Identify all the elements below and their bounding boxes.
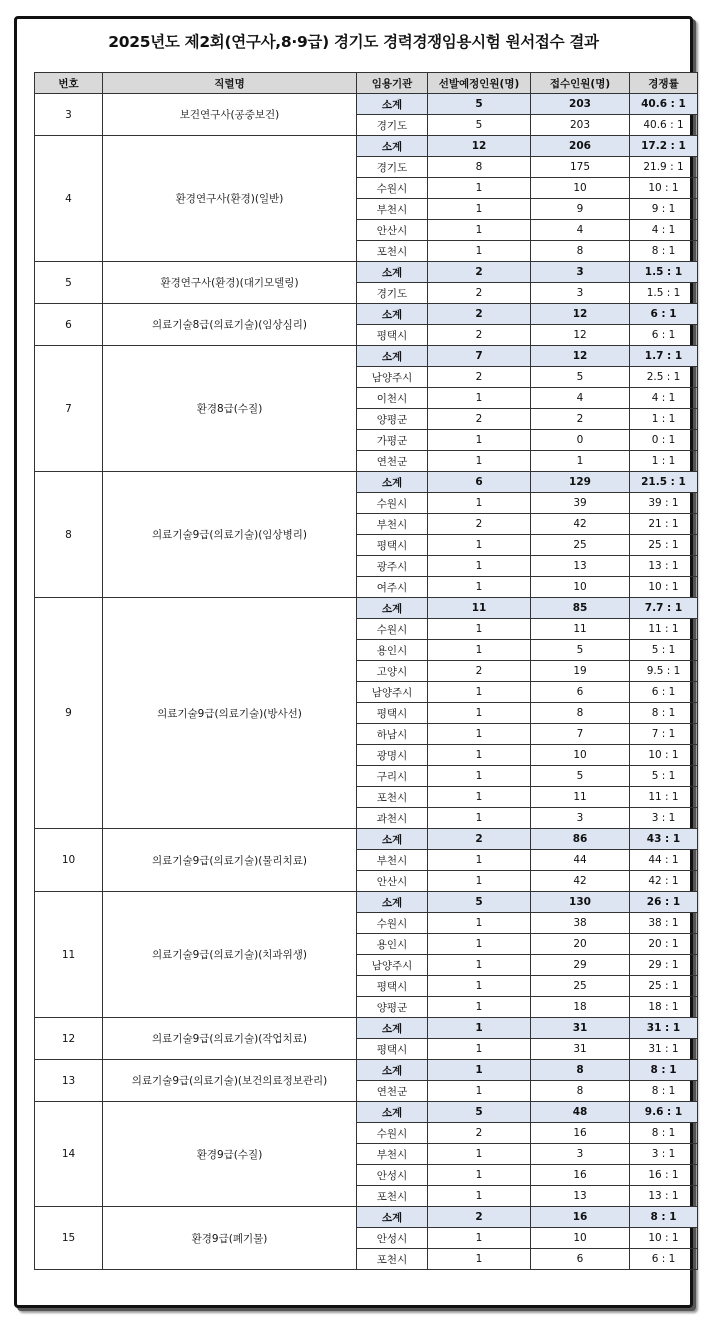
ratio-cell: 42 : 1: [630, 871, 698, 892]
agency-cell: 포천시: [357, 787, 428, 808]
agency-cell: 부천시: [357, 1144, 428, 1165]
subtotal-planned-cell: 12: [428, 136, 531, 157]
ratio-cell: 8 : 1: [630, 241, 698, 262]
subtotal-agency-cell: 소계: [357, 1018, 428, 1039]
job-title-cell: 의료기술9급(의료기술)(방사선): [103, 598, 357, 829]
subtotal-ratio-cell: 26 : 1: [630, 892, 698, 913]
ratio-cell: 10 : 1: [630, 178, 698, 199]
agency-cell: 하남시: [357, 724, 428, 745]
agency-cell: 안산시: [357, 220, 428, 241]
applicants-cell: 10: [531, 745, 630, 766]
ratio-cell: 40.6 : 1: [630, 115, 698, 136]
applicants-cell: 5: [531, 640, 630, 661]
agency-cell: 남양주시: [357, 682, 428, 703]
subtotal-planned-cell: 2: [428, 829, 531, 850]
ratio-cell: 11 : 1: [630, 619, 698, 640]
applicants-cell: 13: [531, 1186, 630, 1207]
applicants-cell: 42: [531, 514, 630, 535]
ratio-cell: 25 : 1: [630, 976, 698, 997]
agency-cell: 포천시: [357, 1249, 428, 1270]
agency-cell: 수원시: [357, 619, 428, 640]
applicants-cell: 3: [531, 283, 630, 304]
subtotal-agency-cell: 소계: [357, 472, 428, 493]
applicants-cell: 9: [531, 199, 630, 220]
ratio-cell: 4 : 1: [630, 220, 698, 241]
applicants-cell: 4: [531, 388, 630, 409]
applicants-cell: 8: [531, 241, 630, 262]
agency-cell: 과천시: [357, 808, 428, 829]
subtotal-agency-cell: 소계: [357, 346, 428, 367]
ratio-cell: 5 : 1: [630, 766, 698, 787]
agency-cell: 고양시: [357, 661, 428, 682]
subtotal-agency-cell: 소계: [357, 1102, 428, 1123]
number-cell: 12: [35, 1018, 103, 1060]
agency-cell: 광명시: [357, 745, 428, 766]
applicants-cell: 38: [531, 913, 630, 934]
ratio-cell: 39 : 1: [630, 493, 698, 514]
planned-cell: 1: [428, 997, 531, 1018]
subtotal-agency-cell: 소계: [357, 136, 428, 157]
subtotal-applicants-cell: 12: [531, 346, 630, 367]
ratio-cell: 13 : 1: [630, 556, 698, 577]
subtotal-applicants-cell: 8: [531, 1060, 630, 1081]
planned-cell: 1: [428, 1228, 531, 1249]
subtotal-ratio-cell: 43 : 1: [630, 829, 698, 850]
ratio-cell: 1.5 : 1: [630, 283, 698, 304]
table-row: [35, 829, 698, 850]
planned-cell: 2: [428, 661, 531, 682]
planned-cell: 1: [428, 976, 531, 997]
agency-cell: 안성시: [357, 1165, 428, 1186]
planned-cell: 2: [428, 325, 531, 346]
applicants-cell: 16: [531, 1123, 630, 1144]
number-cell: 14: [35, 1102, 103, 1207]
subtotal-planned-cell: 5: [428, 892, 531, 913]
planned-cell: 2: [428, 514, 531, 535]
agency-cell: 부천시: [357, 514, 428, 535]
job-title-cell: 환경9급(수질): [103, 1102, 357, 1207]
ratio-cell: 21 : 1: [630, 514, 698, 535]
planned-cell: 1: [428, 724, 531, 745]
subtotal-applicants-cell: 86: [531, 829, 630, 850]
applicants-cell: 10: [531, 178, 630, 199]
subtotal-agency-cell: 소계: [357, 598, 428, 619]
applicants-cell: 0: [531, 430, 630, 451]
agency-cell: 포천시: [357, 241, 428, 262]
ratio-cell: 6 : 1: [630, 682, 698, 703]
planned-cell: 1: [428, 934, 531, 955]
planned-cell: 1: [428, 766, 531, 787]
applicants-cell: 10: [531, 1228, 630, 1249]
ratio-cell: 7 : 1: [630, 724, 698, 745]
ratio-cell: 10 : 1: [630, 745, 698, 766]
number-cell: 11: [35, 892, 103, 1018]
agency-cell: 포천시: [357, 1186, 428, 1207]
number-cell: 10: [35, 829, 103, 892]
subtotal-ratio-cell: 8 : 1: [630, 1060, 698, 1081]
ratio-cell: 3 : 1: [630, 1144, 698, 1165]
subtotal-ratio-cell: 1.5 : 1: [630, 262, 698, 283]
planned-cell: 1: [428, 1186, 531, 1207]
agency-cell: 안산시: [357, 871, 428, 892]
job-title-cell: 환경9급(폐기물): [103, 1207, 357, 1270]
subtotal-applicants-cell: 16: [531, 1207, 630, 1228]
applicants-cell: 20: [531, 934, 630, 955]
table-row: [35, 1018, 698, 1039]
number-cell: 9: [35, 598, 103, 829]
number-cell: 15: [35, 1207, 103, 1270]
planned-cell: 1: [428, 241, 531, 262]
ratio-cell: 25 : 1: [630, 535, 698, 556]
agency-cell: 수원시: [357, 913, 428, 934]
ratio-cell: 29 : 1: [630, 955, 698, 976]
number-cell: 6: [35, 304, 103, 346]
planned-cell: 1: [428, 577, 531, 598]
applicants-cell: 175: [531, 157, 630, 178]
subtotal-planned-cell: 2: [428, 1207, 531, 1228]
job-title-cell: 환경8급(수질): [103, 346, 357, 472]
ratio-cell: 16 : 1: [630, 1165, 698, 1186]
planned-cell: 1: [428, 619, 531, 640]
ratio-cell: 3 : 1: [630, 808, 698, 829]
applicants-cell: 31: [531, 1039, 630, 1060]
planned-cell: 8: [428, 157, 531, 178]
agency-cell: 경기도: [357, 157, 428, 178]
agency-cell: 평택시: [357, 976, 428, 997]
job-title-cell: 의료기술9급(의료기술)(물리치료): [103, 829, 357, 892]
job-title-cell: 환경연구사(환경)(일반): [103, 136, 357, 262]
ratio-cell: 13 : 1: [630, 1186, 698, 1207]
job-title-cell: 의료기술9급(의료기술)(치과위생): [103, 892, 357, 1018]
planned-cell: 1: [428, 1249, 531, 1270]
planned-cell: 1: [428, 199, 531, 220]
planned-cell: 1: [428, 808, 531, 829]
applicants-cell: 44: [531, 850, 630, 871]
subtotal-ratio-cell: 7.7 : 1: [630, 598, 698, 619]
planned-cell: 1: [428, 745, 531, 766]
planned-cell: 2: [428, 283, 531, 304]
planned-cell: 1: [428, 535, 531, 556]
planned-cell: 1: [428, 556, 531, 577]
header-row: [35, 73, 698, 94]
ratio-cell: 9 : 1: [630, 199, 698, 220]
subtotal-planned-cell: 2: [428, 304, 531, 325]
applicants-cell: 6: [531, 1249, 630, 1270]
subtotal-ratio-cell: 40.6 : 1: [630, 94, 698, 115]
number-cell: 7: [35, 346, 103, 472]
subtotal-applicants-cell: 129: [531, 472, 630, 493]
applicants-cell: 203: [531, 115, 630, 136]
subtotal-agency-cell: 소계: [357, 1207, 428, 1228]
planned-cell: 1: [428, 787, 531, 808]
agency-cell: 광주시: [357, 556, 428, 577]
ratio-cell: 4 : 1: [630, 388, 698, 409]
header-job-title: 직렬명: [103, 73, 357, 94]
job-title-cell: 의료기술8급(의료기술)(임상심리): [103, 304, 357, 346]
document-title: 2025년도 제2회(연구사,8·9급) 경기도 경력경쟁임용시험 원서접수 결과: [108, 33, 599, 51]
applicants-cell: 10: [531, 577, 630, 598]
agency-cell: 용인시: [357, 640, 428, 661]
header-agency: 임용기관: [357, 73, 428, 94]
agency-cell: 부천시: [357, 850, 428, 871]
ratio-cell: 10 : 1: [630, 1228, 698, 1249]
subtotal-ratio-cell: 21.5 : 1: [630, 472, 698, 493]
number-cell: 4: [35, 136, 103, 262]
agency-cell: 평택시: [357, 1039, 428, 1060]
applicants-cell: 5: [531, 766, 630, 787]
ratio-cell: 20 : 1: [630, 934, 698, 955]
planned-cell: 1: [428, 640, 531, 661]
subtotal-applicants-cell: 3: [531, 262, 630, 283]
subtotal-agency-cell: 소계: [357, 304, 428, 325]
subtotal-ratio-cell: 8 : 1: [630, 1207, 698, 1228]
applicants-cell: 39: [531, 493, 630, 514]
agency-cell: 양평군: [357, 409, 428, 430]
subtotal-ratio-cell: 17.2 : 1: [630, 136, 698, 157]
job-title-cell: 환경연구사(환경)(대기모델링): [103, 262, 357, 304]
agency-cell: 경기도: [357, 115, 428, 136]
table-row: [35, 94, 698, 115]
planned-cell: 1: [428, 388, 531, 409]
applicants-cell: 18: [531, 997, 630, 1018]
subtotal-agency-cell: 소계: [357, 262, 428, 283]
agency-cell: 가평군: [357, 430, 428, 451]
subtotal-applicants-cell: 48: [531, 1102, 630, 1123]
subtotal-applicants-cell: 85: [531, 598, 630, 619]
subtotal-ratio-cell: 9.6 : 1: [630, 1102, 698, 1123]
ratio-cell: 10 : 1: [630, 577, 698, 598]
ratio-cell: 11 : 1: [630, 787, 698, 808]
job-title-cell: 의료기술9급(의료기술)(임상병리): [103, 472, 357, 598]
applicants-cell: 3: [531, 1144, 630, 1165]
ratio-cell: 31 : 1: [630, 1039, 698, 1060]
results-table: [34, 72, 698, 1270]
number-cell: 3: [35, 94, 103, 136]
planned-cell: 1: [428, 1144, 531, 1165]
agency-cell: 평택시: [357, 535, 428, 556]
planned-cell: 1: [428, 955, 531, 976]
agency-cell: 안성시: [357, 1228, 428, 1249]
subtotal-applicants-cell: 12: [531, 304, 630, 325]
planned-cell: 1: [428, 493, 531, 514]
agency-cell: 평택시: [357, 325, 428, 346]
applicants-cell: 8: [531, 703, 630, 724]
applicants-cell: 13: [531, 556, 630, 577]
table-row: [35, 136, 698, 157]
ratio-cell: 5 : 1: [630, 640, 698, 661]
applicants-cell: 7: [531, 724, 630, 745]
agency-cell: 수원시: [357, 493, 428, 514]
agency-cell: 평택시: [357, 703, 428, 724]
planned-cell: 1: [428, 913, 531, 934]
header-ratio: 경쟁률: [630, 73, 698, 94]
ratio-cell: 0 : 1: [630, 430, 698, 451]
subtotal-planned-cell: 2: [428, 262, 531, 283]
ratio-cell: 8 : 1: [630, 703, 698, 724]
planned-cell: 1: [428, 451, 531, 472]
applicants-cell: 16: [531, 1165, 630, 1186]
subtotal-ratio-cell: 1.7 : 1: [630, 346, 698, 367]
applicants-cell: 8: [531, 1081, 630, 1102]
table-row: [35, 598, 698, 619]
ratio-cell: 6 : 1: [630, 325, 698, 346]
subtotal-applicants-cell: 206: [531, 136, 630, 157]
ratio-cell: 2.5 : 1: [630, 367, 698, 388]
planned-cell: 1: [428, 871, 531, 892]
ratio-cell: 8 : 1: [630, 1081, 698, 1102]
subtotal-planned-cell: 1: [428, 1060, 531, 1081]
table-row: [35, 472, 698, 493]
planned-cell: 2: [428, 1123, 531, 1144]
applicants-cell: 3: [531, 808, 630, 829]
subtotal-agency-cell: 소계: [357, 1060, 428, 1081]
job-title-cell: 보건연구사(공중보건): [103, 94, 357, 136]
agency-cell: 구리시: [357, 766, 428, 787]
planned-cell: 5: [428, 115, 531, 136]
subtotal-planned-cell: 1: [428, 1018, 531, 1039]
agency-cell: 이천시: [357, 388, 428, 409]
agency-cell: 용인시: [357, 934, 428, 955]
applicants-cell: 19: [531, 661, 630, 682]
subtotal-applicants-cell: 203: [531, 94, 630, 115]
agency-cell: 양평군: [357, 997, 428, 1018]
applicants-cell: 11: [531, 619, 630, 640]
subtotal-planned-cell: 11: [428, 598, 531, 619]
ratio-cell: 1 : 1: [630, 451, 698, 472]
planned-cell: 1: [428, 703, 531, 724]
applicants-cell: 25: [531, 976, 630, 997]
ratio-cell: 1 : 1: [630, 409, 698, 430]
ratio-cell: 6 : 1: [630, 1249, 698, 1270]
table-row: [35, 262, 698, 283]
subtotal-planned-cell: 5: [428, 1102, 531, 1123]
job-title-cell: 의료기술9급(의료기술)(작업치료): [103, 1018, 357, 1060]
applicants-cell: 42: [531, 871, 630, 892]
number-cell: 8: [35, 472, 103, 598]
applicants-cell: 1: [531, 451, 630, 472]
applicants-cell: 11: [531, 787, 630, 808]
ratio-cell: 9.5 : 1: [630, 661, 698, 682]
table-body: [35, 94, 698, 1270]
planned-cell: 1: [428, 430, 531, 451]
table-row: [35, 1060, 698, 1081]
header-planned: 선발예정인원(명): [428, 73, 531, 94]
planned-cell: 1: [428, 178, 531, 199]
agency-cell: 경기도: [357, 283, 428, 304]
ratio-cell: 21.9 : 1: [630, 157, 698, 178]
table-row: [35, 346, 698, 367]
agency-cell: 수원시: [357, 1123, 428, 1144]
table-row: [35, 1207, 698, 1228]
subtotal-ratio-cell: 6 : 1: [630, 304, 698, 325]
header-number: 번호: [35, 73, 103, 94]
planned-cell: 1: [428, 850, 531, 871]
subtotal-agency-cell: 소계: [357, 829, 428, 850]
table-row: [35, 1102, 698, 1123]
subtotal-planned-cell: 7: [428, 346, 531, 367]
agency-cell: 연천군: [357, 1081, 428, 1102]
applicants-cell: 12: [531, 325, 630, 346]
header-applicants: 접수인원(명): [531, 73, 630, 94]
job-title-cell: 의료기술9급(의료기술)(보건의료정보관리): [103, 1060, 357, 1102]
applicants-cell: 6: [531, 682, 630, 703]
agency-cell: 부천시: [357, 199, 428, 220]
applicants-cell: 5: [531, 367, 630, 388]
subtotal-agency-cell: 소계: [357, 892, 428, 913]
applicants-cell: 29: [531, 955, 630, 976]
agency-cell: 수원시: [357, 178, 428, 199]
planned-cell: 2: [428, 367, 531, 388]
planned-cell: 1: [428, 220, 531, 241]
number-cell: 13: [35, 1060, 103, 1102]
subtotal-applicants-cell: 31: [531, 1018, 630, 1039]
agency-cell: 연천군: [357, 451, 428, 472]
ratio-cell: 38 : 1: [630, 913, 698, 934]
document-frame: [14, 16, 693, 1308]
subtotal-ratio-cell: 31 : 1: [630, 1018, 698, 1039]
table-row: [35, 892, 698, 913]
applicants-cell: 25: [531, 535, 630, 556]
subtotal-applicants-cell: 130: [531, 892, 630, 913]
ratio-cell: 44 : 1: [630, 850, 698, 871]
number-cell: 5: [35, 262, 103, 304]
applicants-cell: 4: [531, 220, 630, 241]
subtotal-planned-cell: 5: [428, 94, 531, 115]
subtotal-planned-cell: 6: [428, 472, 531, 493]
planned-cell: 1: [428, 1039, 531, 1060]
ratio-cell: 8 : 1: [630, 1123, 698, 1144]
planned-cell: 2: [428, 409, 531, 430]
applicants-cell: 2: [531, 409, 630, 430]
agency-cell: 남양주시: [357, 367, 428, 388]
planned-cell: 1: [428, 1165, 531, 1186]
planned-cell: 1: [428, 1081, 531, 1102]
subtotal-agency-cell: 소계: [357, 94, 428, 115]
agency-cell: 남양주시: [357, 955, 428, 976]
planned-cell: 1: [428, 682, 531, 703]
table-row: [35, 304, 698, 325]
agency-cell: 여주시: [357, 577, 428, 598]
ratio-cell: 18 : 1: [630, 997, 698, 1018]
